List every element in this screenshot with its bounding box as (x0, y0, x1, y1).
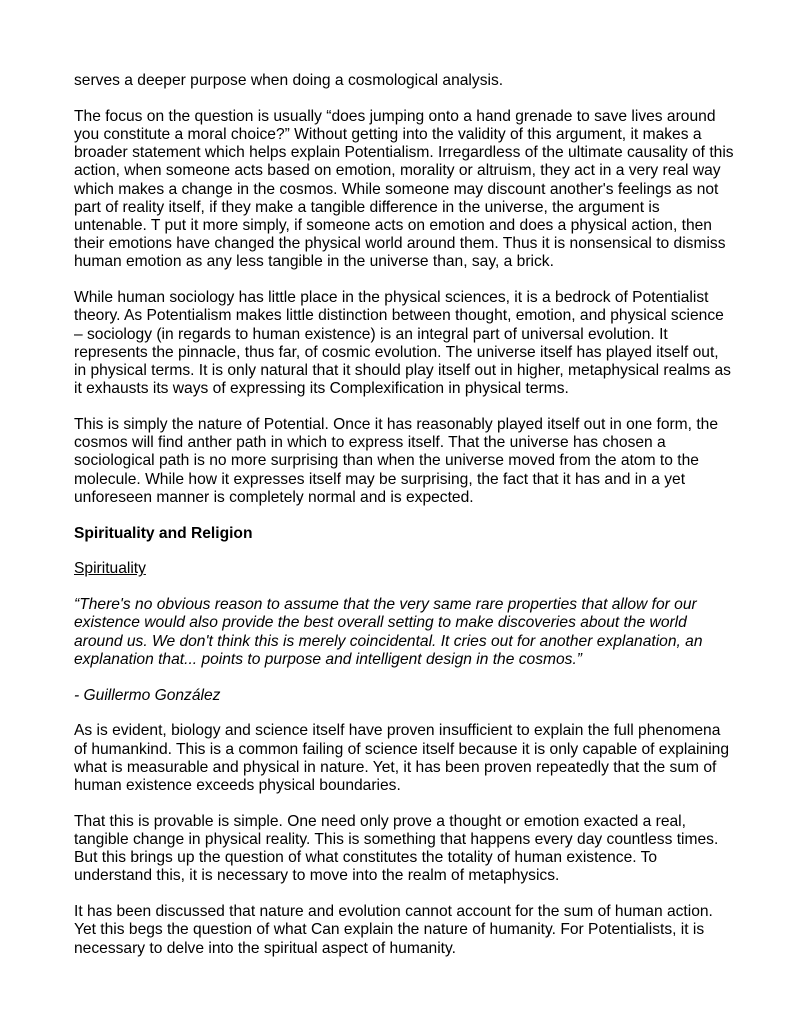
section-heading: Spirituality and Religion (74, 524, 253, 542)
block-quote: “There's no obvious reason to assume that the very same rare properties that allow for our existence would also provide the best overall setting to make discoveries about the world around us. We don't think this is merely coincidental. It cries out for another explanation, an explanation that... points to purpose and intelligent design in the cosmos.” (74, 596, 703, 668)
paragraph: As is evident, biology and science itself have proven insufficient to explain the full phenomena of humankind. This is a common failing of science itself because it is only capable of explaining what is measurable and physical in nature. Yet, it has been proven repeatedly that the sum of human existence exceeds physical boundaries. (74, 722, 730, 795)
paragraph: serves a deeper purpose when doing a cosmological analysis. (74, 72, 504, 89)
paragraph: It has been discussed that nature and evolution cannot account for the sum of human action. Yet this begs the question of what Can explain the nature of humanity. For Potentialists, it is necessary to delve into the spiritual aspect of humanity. (74, 903, 713, 957)
paragraph: This is simply the nature of Potential. Once it has reasonably played itself out in one form, the cosmos will find anther path in which to express itself. That the universe has chosen a sociological path is no more surprising than when the universe moved from the atom to the molecule. While how it expresses itself may be surprising, the fact that it has and in a yet unforeseen manner is completely normal and is expected. (74, 416, 719, 506)
document-page (74, 72, 734, 975)
paragraph: While human sociology has little place in the physical sciences, it is a bedrock of Potentialist theory. As Potentialism makes little distinction between thought, emotion, and physical science – sociology (in regards to human existence) is an integral part of universal evolution. It represents the pinnacle, thus far, of cosmic evolution. The universe itself has played itself out, in physical terms. It is only natural that it should play itself out in higher, metaphysical realms as it exhausts its ways of expressing its Complexification in physical terms. (74, 289, 731, 398)
subsection-heading: Spirituality (74, 560, 146, 578)
paragraph: The focus on the question is usually “does jumping onto a hand grenade to save lives around you constitute a moral choice?” Without getting into the validity of this argument, it makes a broader statement which helps explain Potentialism. Irregardless of the ultimate causality of this action, when someone acts based on emotion, morality or altruism, they act in a very real way which makes a change in the cosmos. While someone may discount another's feelings as not part of reality itself, if they make a tangible difference in the universe, the argument is untenable. T put it more simply, if someone acts on emotion and does a physical action, then their emotions have changed the physical world around them. Thus it is nonsensical to dismiss human emotion as any less tangible in the universe than, say, a brick. (74, 107, 734, 271)
quote-attribution: - Guillermo González (74, 686, 221, 704)
paragraph: That this is provable is simple. One need only prove a thought or emotion exacted a real, tangible change in physical reality. This is something that happens every day countless times. But this brings up the question of what constitutes the totality of human existence. To understand this, it is necessary to move into the realm of metaphysics. (74, 812, 719, 885)
